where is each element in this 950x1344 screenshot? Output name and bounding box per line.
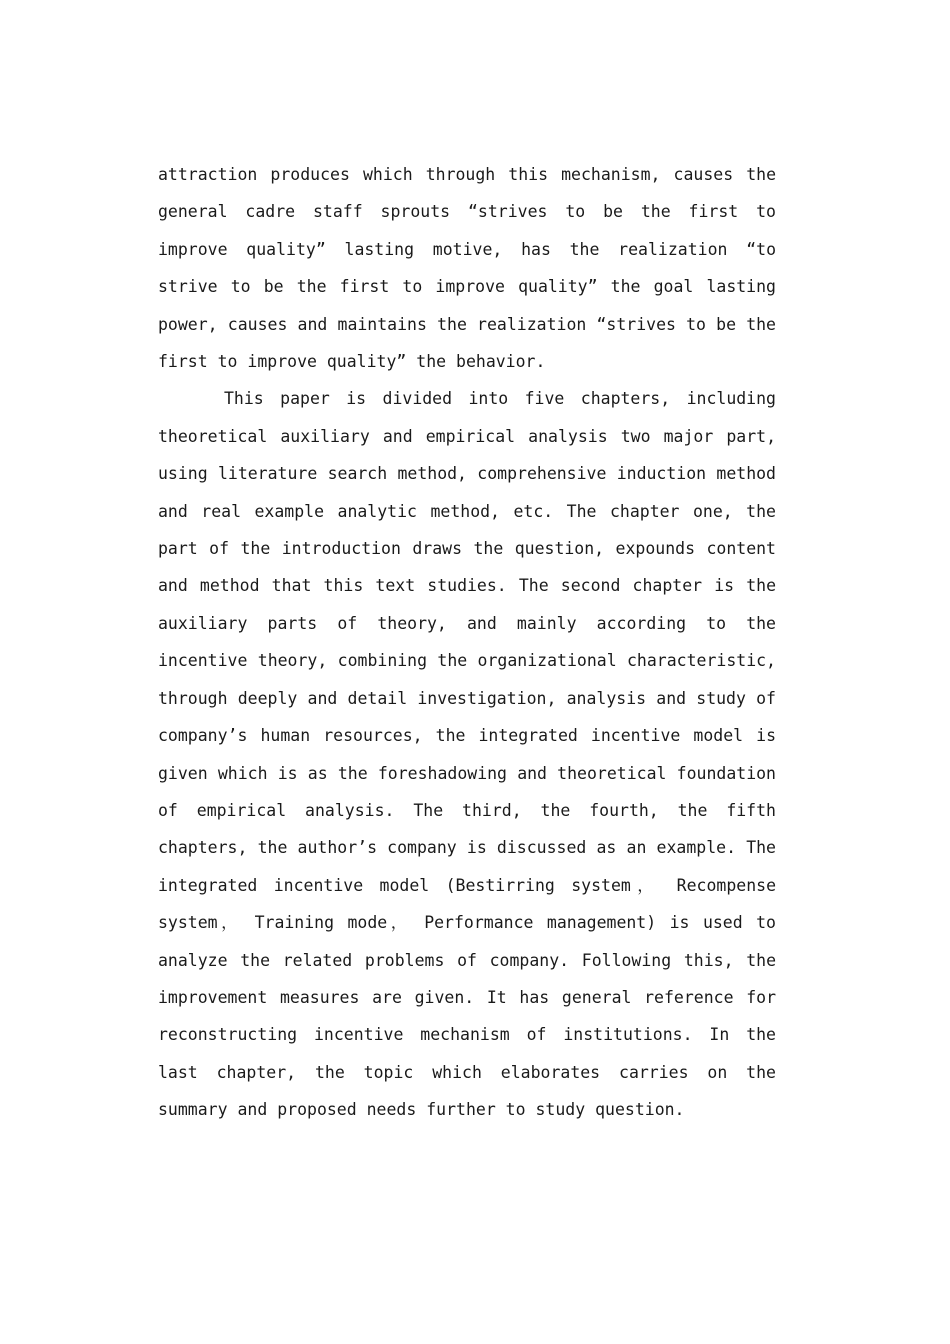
paragraph-chapter-overview: This paper is divided into five chapters, including theoretical auxiliary and empirical analysis two major part, using literature search method, comprehensive induction method and real example analytic method, etc. The chapter one, the part of the introduction draws the question, expounds content and method that this text studies. The second chapter is the auxiliary parts of theory, and mainly according to the incentive theory, combining the organizational characteristic, through deeply and detail investigation, analysis and study of company’s human resources, the integrated incentive model is given which is as the foreshadowing and theoretical foundation of empirical analysis. The third, the fourth, the fifth chapters, the author’s company is discussed as an example. The integrated incentive model (Bestirring system， Recompense system， Training mode， Performance management) is used to analyze the related problems of company. Following this, the improvement measures are given. It has general reference for reconstructing incentive mechanism of institutions. In the last chapter, the topic which elaborates carries on the summary and proposed needs further to study question. xyxy=(158,389,776,1120)
paragraph-continuation: attraction produces which through this mechanism, causes the general cadre staff sprouts “strives to be the first to improve quality” lasting motive, has the realization “to strive to be the first to improve quality” the goal lasting power, causes and maintains the realization “strives to be the first to improve quality” the behavior. xyxy=(158,165,776,372)
document-body xyxy=(158,156,776,1129)
